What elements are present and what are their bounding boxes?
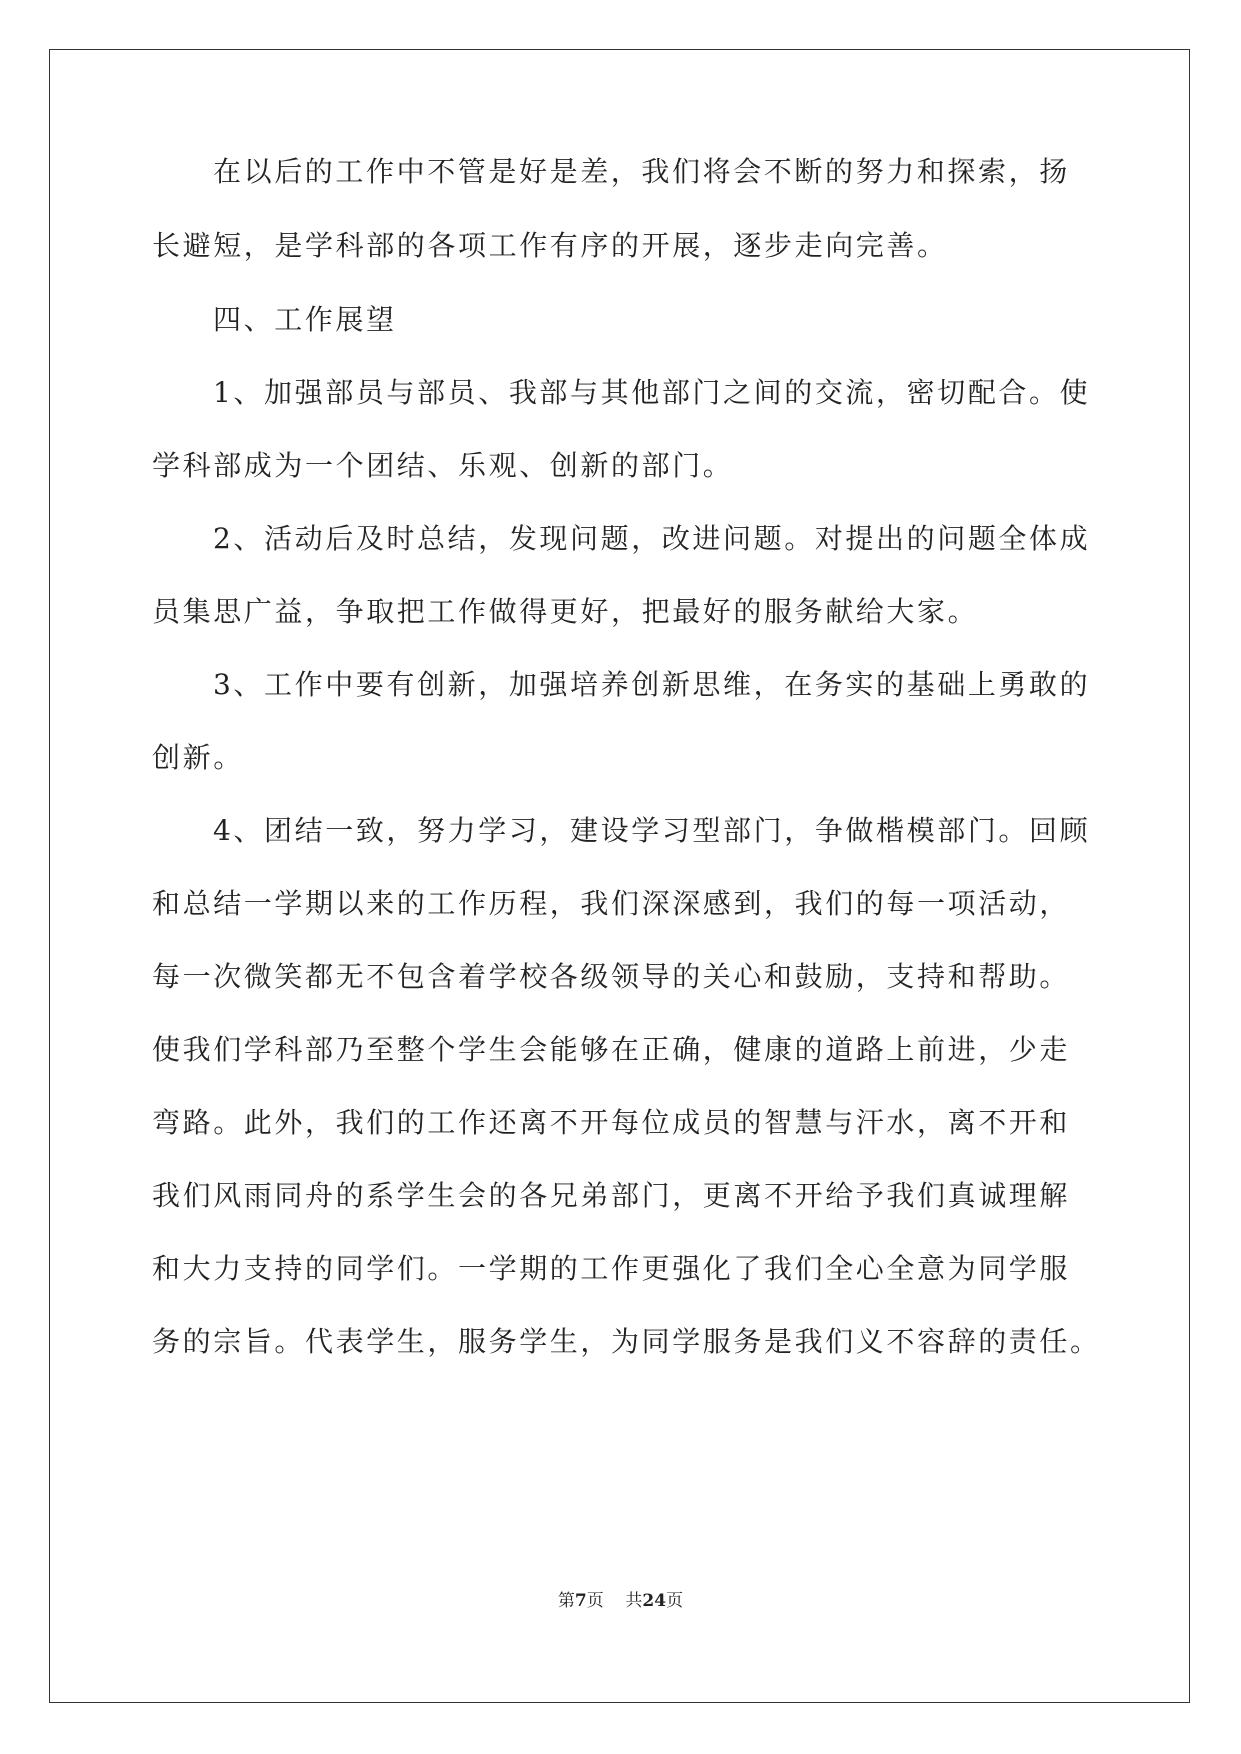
body-text-line: 在以后的工作中不管是好是差，我们将会不断的努力和探索，扬 (213, 155, 1070, 188)
body-text-line: 创新。 (152, 741, 244, 774)
total-pages: 24 (642, 1591, 667, 1611)
page-footer (0, 1589, 1241, 1613)
body-text-line: 弯路。此外，我们的工作还离不开每位成员的智慧与汗水，离不开和 (152, 1106, 1071, 1139)
body-text-line: 2、活动后及时总结，发现问题，改进问题。对提出的问题全体成 (213, 522, 1091, 555)
page-number: 7 (574, 1591, 587, 1611)
page-border (49, 49, 1190, 1703)
body-text-line: 员集思广益，争取把工作做得更好，把最好的服务献给大家。 (152, 595, 979, 628)
body-text-line: 和总结一学期以来的工作历程，我们深深感到，我们的每一项活动， (152, 887, 1071, 920)
body-text-line: 使我们学科部乃至整个学生会能够在正确，健康的道路上前进，少走 (152, 1033, 1071, 1066)
total-suffix: 页 (666, 1591, 684, 1611)
body-text-line: 和大力支持的同学们。一学期的工作更强化了我们全心全意为同学服 (152, 1252, 1071, 1285)
body-text-line: 1、加强部员与部员、我部与其他部门之间的交流，密切配合。使 (213, 376, 1091, 409)
body-text-line: 4、团结一致，努力学习，建设学习型部门，争做楷模部门。回顾 (213, 814, 1091, 847)
body-text-line: 3、工作中要有创新，加强培养创新思维，在务实的基础上勇敢的 (213, 668, 1091, 701)
body-text-line: 学科部成为一个团结、乐观、创新的部门。 (152, 449, 734, 482)
section-heading: 四、工作展望 (213, 303, 397, 336)
body-text-line: 长避短，是学科部的各项工作有序的开展，逐步走向完善。 (152, 229, 948, 262)
body-text-line: 每一次微笑都无不包含着学校各级领导的关心和鼓励，支持和帮助。 (152, 960, 1071, 993)
page-prefix: 第 (557, 1591, 575, 1611)
body-text-line: 务的宗旨。代表学生，服务学生，为同学服务是我们义不容辞的责任。 (152, 1325, 1101, 1358)
body-text-line: 我们风雨同舟的系学生会的各兄弟部门，更离不开给予我们真诚理解 (152, 1179, 1071, 1212)
total-prefix: 共 (625, 1591, 643, 1611)
page-suffix: 页 (586, 1591, 604, 1611)
